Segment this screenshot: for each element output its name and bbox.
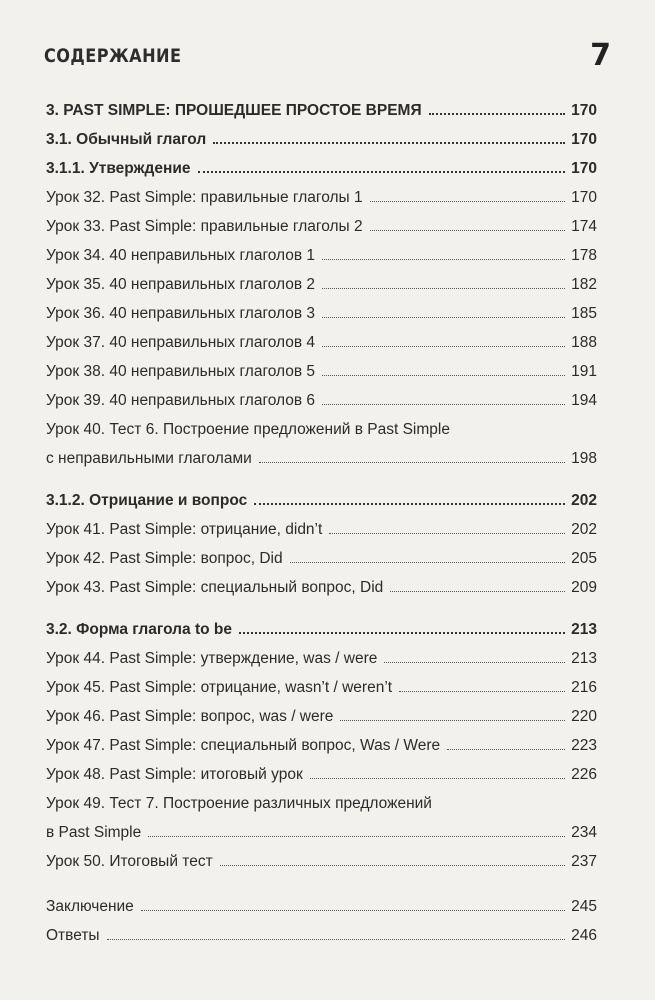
dot-leader	[322, 288, 565, 289]
toc-entry-page: 170	[571, 160, 597, 177]
toc-entry[interactable]	[46, 241, 597, 270]
toc-entry-page: 198	[571, 450, 597, 467]
toc-entry-page: 237	[571, 853, 597, 870]
toc-entry-label: Урок 39. 40 неправильных глаголов 6	[46, 392, 316, 409]
toc-entry[interactable]	[46, 615, 597, 644]
toc-entry[interactable]	[46, 125, 597, 154]
table-of-contents	[46, 96, 597, 950]
toc-entry-page: 213	[571, 650, 597, 667]
dot-leader	[322, 259, 565, 260]
toc-entry[interactable]	[46, 702, 597, 731]
dot-leader	[340, 720, 565, 721]
toc-entry-label: с неправильными глаголами	[46, 450, 252, 467]
dot-leader	[259, 462, 565, 463]
dot-leader	[322, 375, 565, 376]
toc-entry-label: Урок 34. 40 неправильных глаголов 1	[46, 247, 316, 264]
toc-entry[interactable]	[46, 328, 597, 357]
dot-leader	[290, 562, 566, 563]
toc-entry-label: Ответы	[46, 927, 100, 944]
toc-entry-label: в Past Simple	[46, 824, 142, 841]
toc-entry[interactable]	[46, 154, 597, 183]
page-number: 7	[590, 38, 611, 73]
dot-leader	[399, 691, 565, 692]
toc-entry[interactable]	[46, 644, 597, 673]
toc-entry[interactable]	[46, 299, 597, 328]
toc-entry-page: 170	[571, 189, 597, 206]
section-spacer	[46, 473, 597, 486]
dot-leader	[322, 404, 565, 405]
toc-entry-page: 194	[571, 392, 597, 409]
toc-entry-label: Урок 32. Past Simple: правильные глаголы 1	[46, 189, 363, 206]
toc-entry-page: 202	[571, 521, 597, 538]
toc-entry-label: 3.2. Форма глагола to be	[46, 621, 232, 638]
toc-entry-page: 178	[571, 247, 597, 264]
toc-entry-label: Заключение	[46, 898, 134, 915]
toc-entry-label: Урок 36. 40 неправильных глаголов 3	[46, 305, 316, 322]
toc-entry-page: 170	[571, 102, 597, 119]
dot-leader	[329, 533, 565, 534]
toc-entry-page: 223	[571, 737, 597, 754]
toc-entry-page: 185	[571, 305, 597, 322]
dot-leader	[370, 230, 566, 231]
toc-entry-page: 213	[571, 621, 597, 638]
toc-entry-page: 226	[571, 766, 597, 783]
dot-leader	[107, 939, 566, 940]
toc-entry-page: 205	[571, 550, 597, 567]
toc-entry-label: Урок 42. Past Simple: вопрос, Did	[46, 550, 283, 567]
toc-entry-page: 216	[571, 679, 597, 696]
toc-entry-page: 245	[571, 898, 597, 915]
toc-entry-page: 191	[571, 363, 597, 380]
toc-entry[interactable]	[46, 731, 597, 760]
toc-entry-page: 234	[571, 824, 597, 841]
toc-entry-page: 188	[571, 334, 597, 351]
dot-leader	[239, 632, 565, 634]
toc-entry-label: Урок 45. Past Simple: отрицание, wasn’t / weren’t	[46, 679, 393, 696]
toc-entry[interactable]	[46, 760, 597, 789]
toc-entry[interactable]	[46, 892, 597, 921]
toc-entry[interactable]	[46, 544, 597, 573]
toc-entry[interactable]	[46, 486, 597, 515]
toc-entry-label: Урок 41. Past Simple: отрицание, didn’t	[46, 521, 323, 538]
dot-leader	[310, 778, 565, 779]
toc-entry[interactable]	[46, 673, 597, 702]
toc-entry-label: Урок 35. 40 неправильных глаголов 2	[46, 276, 316, 293]
dot-leader	[254, 503, 565, 505]
toc-entry-label: Урок 50. Итоговый тест	[46, 853, 213, 870]
section-spacer	[46, 876, 597, 892]
toc-entry-label: 3. PAST SIMPLE: ПРОШЕДШЕЕ ПРОСТОЕ ВРЕМЯ	[46, 102, 422, 119]
toc-entry[interactable]	[46, 515, 597, 544]
toc-entry-multiline[interactable]	[46, 789, 597, 847]
dot-leader	[148, 836, 565, 837]
toc-entry-page: 182	[571, 276, 597, 293]
toc-entry-label: 3.1. Обычный глагол	[46, 131, 207, 148]
toc-entry-label-line1: Урок 40. Тест 6. Построение предложений в Past Simple	[46, 421, 450, 438]
dot-leader	[213, 142, 565, 144]
dot-leader	[429, 113, 566, 115]
toc-entry-label: Урок 37. 40 неправильных глаголов 4	[46, 334, 316, 351]
toc-entry-line2	[46, 818, 597, 847]
dot-leader	[322, 317, 565, 318]
toc-entry-label: Урок 38. 40 неправильных глаголов 5	[46, 363, 316, 380]
toc-entry-label: Урок 44. Past Simple: утверждение, was / were	[46, 650, 378, 667]
toc-entry-page: 220	[571, 708, 597, 725]
dot-leader	[141, 910, 565, 911]
toc-entry-label: 3.1.2. Отрицание и вопрос	[46, 492, 248, 509]
toc-entry[interactable]	[46, 386, 597, 415]
toc-entry-label: Урок 48. Past Simple: итоговый урок	[46, 766, 303, 783]
dot-leader	[220, 865, 565, 866]
toc-entry-page: 174	[571, 218, 597, 235]
toc-entry[interactable]	[46, 921, 597, 950]
dot-leader	[384, 662, 565, 663]
toc-entry[interactable]	[46, 270, 597, 299]
toc-entry[interactable]	[46, 212, 597, 241]
dot-leader	[198, 171, 566, 173]
toc-entry-label: Урок 47. Past Simple: специальный вопрос, Was / Were	[46, 737, 441, 754]
toc-entry[interactable]	[46, 847, 597, 876]
toc-entry-page: 246	[571, 927, 597, 944]
toc-entry[interactable]	[46, 96, 597, 125]
dot-leader	[390, 591, 565, 592]
toc-entry-label: Урок 43. Past Simple: специальный вопрос, Did	[46, 579, 384, 596]
toc-entry-line2	[46, 444, 597, 473]
dot-leader	[447, 749, 565, 750]
toc-entry-label-line1: Урок 49. Тест 7. Построение различных предложений	[46, 795, 432, 812]
toc-entry-multiline[interactable]	[46, 415, 597, 473]
toc-entry[interactable]	[46, 183, 597, 212]
toc-entry-label: Урок 33. Past Simple: правильные глаголы 2	[46, 218, 363, 235]
section-spacer	[46, 602, 597, 615]
toc-entry-page: 209	[571, 579, 597, 596]
toc-entry[interactable]	[46, 357, 597, 386]
dot-leader	[322, 346, 565, 347]
page-title: СОДЕРЖАНИЕ	[44, 44, 182, 67]
toc-entry-label: 3.1.1. Утверждение	[46, 160, 191, 177]
toc-entry-page: 170	[571, 131, 597, 148]
page-header	[44, 38, 611, 73]
toc-entry[interactable]	[46, 573, 597, 602]
toc-entry-page: 202	[571, 492, 597, 509]
dot-leader	[370, 201, 566, 202]
toc-entry-label: Урок 46. Past Simple: вопрос, was / were	[46, 708, 334, 725]
